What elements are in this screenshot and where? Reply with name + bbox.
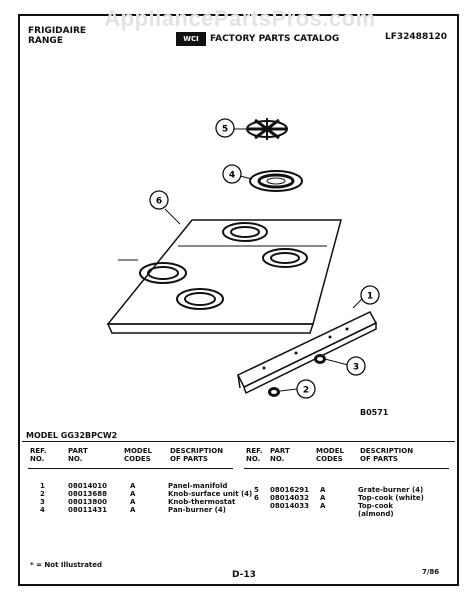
table-cell: 08011431 [68, 506, 107, 514]
header-part-no-left: PART NO. [68, 447, 88, 463]
left-part-column [68, 482, 107, 514]
table-cell: Knob-thermostat [168, 498, 236, 506]
table-cell: A [320, 486, 326, 494]
right-desc-column [358, 486, 424, 518]
table-cell: A [130, 490, 136, 498]
table-cell: 6 [254, 494, 259, 502]
cooktop-drawing [108, 220, 341, 333]
table-cell: 08014033 [270, 502, 309, 510]
table-cell: A [130, 506, 136, 514]
right-ref-column [254, 486, 259, 502]
diagram-code: B0571 [360, 408, 389, 417]
callout-2 [297, 380, 315, 398]
revision-date: 7/86 [422, 568, 440, 576]
brand-name: FRIGIDAIRE [28, 26, 87, 36]
callout-4 [223, 165, 241, 183]
page-number: D-13 [232, 570, 256, 580]
table-cell: Grate-burner (4) [358, 486, 424, 494]
table-top-rule [22, 441, 455, 442]
header-part-no-right: PART NO. [270, 447, 290, 463]
burner-pan-drawing [250, 171, 302, 191]
table-cell: 1 [40, 482, 45, 490]
catalog-code: LF32488120 [385, 32, 447, 42]
exploded-parts-diagram [20, 16, 457, 436]
header-ref-no-left: REF. NO. [30, 447, 47, 463]
table-cell: 08014032 [270, 494, 309, 502]
callout-6-label: 6 [155, 196, 163, 207]
watermark: AppliancePartsPros.com [104, 6, 376, 31]
table-cell: 4 [40, 506, 45, 514]
table-cell: 2 [40, 490, 45, 498]
right-part-column [270, 486, 309, 510]
header-ref-no-right: REF. NO. [246, 447, 263, 463]
wci-logo: WCI [176, 32, 206, 46]
grate-burner-drawing [247, 118, 287, 140]
table-cell: A [130, 482, 136, 490]
callout-1 [361, 286, 379, 304]
callout-6 [150, 191, 168, 209]
callout-3-label: 3 [352, 362, 360, 373]
callout-5-label: 5 [221, 124, 229, 135]
header-description-left: DESCRIPTION OF PARTS [170, 447, 224, 463]
table-cell: 08014010 [68, 482, 107, 490]
header-rule-right [244, 468, 449, 469]
table-cell: A [320, 502, 326, 510]
right-code-column [320, 486, 325, 510]
table-cell: A [320, 494, 326, 502]
header-rule-left [28, 468, 233, 469]
callout-3 [347, 357, 365, 375]
catalog-title: FACTORY PARTS CATALOG [210, 34, 340, 44]
callout-4-label: 4 [228, 170, 236, 181]
left-desc-column [168, 482, 252, 514]
callout-5 [216, 119, 234, 137]
table-cell: A [130, 498, 136, 506]
header-model-codes-right: MODEL CODES [316, 447, 344, 463]
model-label: MODEL GG32BPCW2 [26, 431, 118, 440]
table-cell: Panel-manifold [168, 482, 228, 490]
table-cell: 08013688 [68, 490, 107, 498]
table-cell: 08013800 [68, 498, 107, 506]
table-cell: (almond) [358, 510, 394, 518]
not-illustrated-note: * = Not Illustrated [30, 561, 103, 569]
left-ref-column [40, 482, 45, 514]
header-model-codes-left: MODEL CODES [124, 447, 152, 463]
table-cell: 3 [40, 498, 45, 506]
table-cell: 08016291 [270, 486, 309, 494]
table-cell: Pan-burner (4) [168, 506, 226, 514]
header-description-right: DESCRIPTION OF PARTS [360, 447, 414, 463]
catalog-page-frame [18, 14, 459, 586]
callout-2-label: 2 [302, 385, 310, 396]
product-type: RANGE [28, 36, 63, 46]
callout-1-label: 1 [366, 291, 374, 302]
table-cell: Knob-surface unit (4) [168, 490, 253, 498]
table-cell: Top-cook [358, 502, 393, 510]
left-code-column [130, 482, 135, 514]
table-cell: Top-cook (white) [358, 494, 424, 502]
table-cell: 5 [254, 486, 259, 494]
